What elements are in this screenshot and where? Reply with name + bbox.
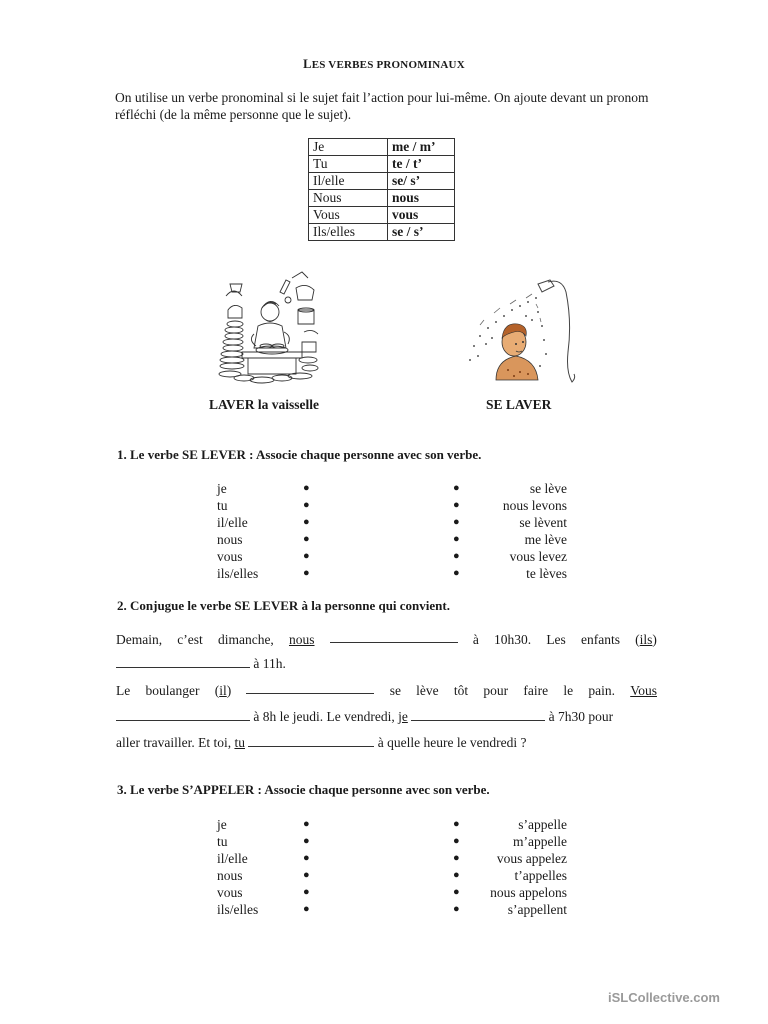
match-row [217,901,567,918]
match-row [217,548,567,565]
bullet-icon[interactable]: ● [453,869,460,881]
person-label: vous [217,549,243,564]
shower-illustration [466,276,576,384]
match-row [217,514,567,531]
bullet-icon[interactable]: ● [303,869,310,881]
table-row [309,224,455,241]
match-row [217,816,567,833]
section3-heading: 3. Le verbe S’APPELER : Associe chaque personne avec son verbe. [117,782,490,797]
bullet-icon[interactable]: ● [453,818,460,830]
table-row [309,173,455,190]
reflexive-cell: se/ s’ [388,173,455,190]
verb-label: s’appelle [518,817,567,832]
person-label: vous [217,885,243,900]
bullet-icon[interactable]: ● [453,516,460,528]
section3-matching [217,816,567,918]
bullet-icon[interactable]: ● [453,499,460,511]
verb-label: te lèves [526,566,567,581]
answer-blank[interactable] [248,732,374,747]
reflexive-cell: nous [388,190,455,207]
person-label: ils/elles [217,566,259,581]
exercise-line: à 11h. [116,652,657,676]
bullet-icon[interactable]: ● [303,567,310,579]
person-label: je [217,817,227,832]
answer-blank[interactable] [330,628,458,643]
bullet-icon[interactable]: ● [303,550,310,562]
bullet-icon[interactable]: ● [303,886,310,898]
reflexive-cell: me / m’ [388,139,455,156]
verb-label: vous appelez [496,851,567,866]
bullet-icon[interactable]: ● [303,835,310,847]
person-label: ils/elles [217,902,259,917]
page-title: LES VERBES PRONOMINAUX [303,57,465,71]
person-cell: Ils/elles [309,224,388,241]
verb-label: vous levez [509,549,567,564]
bullet-icon[interactable]: ● [453,533,460,545]
reflexive-cell: se / s’ [388,224,455,241]
person-cell: Je [309,139,388,156]
person-cell: Tu [309,156,388,173]
person-label: il/elle [217,851,248,866]
verb-label: se lèvent [519,515,567,530]
reflexive-cell: te / t’ [388,156,455,173]
verb-label: t’appelles [514,868,567,883]
person-label: nous [217,868,243,883]
watermark: iSLCollective.com [608,990,720,1005]
table-row [309,156,455,173]
answer-blank[interactable] [116,706,250,721]
match-row [217,531,567,548]
person-cell: Vous [309,207,388,224]
section2-heading: 2. Conjugue le verbe SE LEVER à la personne qui convient. [117,598,450,613]
answer-blank[interactable] [246,679,374,694]
bullet-icon[interactable]: ● [453,852,460,864]
verb-label: m’appelle [513,834,567,849]
person-label: tu [217,498,228,513]
verb-label: nous appelons [490,885,567,900]
section2-exercise [116,628,657,755]
caption-laver: LAVER la vaisselle [209,397,320,412]
person-label: je [217,481,227,496]
exercise-line: Demain, c’est dimanche, nous à 10h30. Les enfants (ils) [116,628,657,652]
verb-label: nous levons [502,498,567,513]
match-row [217,850,567,867]
bullet-icon[interactable]: ● [453,903,460,915]
person-cell: Il/elle [309,173,388,190]
match-row [217,833,567,850]
section1-heading: 1. Le verbe SE LEVER : Associe chaque personne avec son verbe. [117,447,482,462]
caption-se-laver: SE LAVER [486,397,552,412]
person-label: tu [217,834,228,849]
answer-blank[interactable] [411,706,545,721]
bullet-icon[interactable]: ● [303,533,310,545]
verb-label: s’appellent [507,902,567,917]
bullet-icon[interactable]: ● [453,550,460,562]
match-row [217,867,567,884]
person-cell: Nous [309,190,388,207]
bullet-icon[interactable]: ● [453,567,460,579]
verb-label: se lève [529,481,567,496]
person-label: il/elle [217,515,248,530]
table-row [309,207,455,224]
bullet-icon[interactable]: ● [303,818,310,830]
exercise-line: aller travailler. Et toi, tu à quelle heure le vendredi ? [116,731,657,755]
match-row [217,565,567,582]
match-row [217,497,567,514]
answer-blank[interactable] [116,653,250,668]
section1-matching [217,480,567,582]
bullet-icon[interactable]: ● [453,835,460,847]
bullet-icon[interactable]: ● [303,516,310,528]
reflexive-cell: vous [388,207,455,224]
table-row [309,190,455,207]
bullet-icon[interactable]: ● [303,903,310,915]
person-label: nous [217,532,243,547]
intro-text: On utilise un verbe pronominal si le sujet fait l’action pour lui-même. On ajoute devant un pronom réfléchi (de la même personne que le sujet). [115,90,649,122]
match-row [217,480,567,497]
bullet-icon[interactable]: ● [303,499,310,511]
bullet-icon[interactable]: ● [453,482,460,494]
washing-dishes-illustration [218,270,320,386]
exercise-line: à 8h le jeudi. Le vendredi, je à 7h30 pour [116,705,657,729]
table-row [309,139,455,156]
bullet-icon[interactable]: ● [303,852,310,864]
pronoun-table [308,138,455,241]
bullet-icon[interactable]: ● [453,886,460,898]
bullet-icon[interactable]: ● [303,482,310,494]
verb-label: me lève [524,532,567,547]
exercise-line: Le boulanger (il) se lève tôt pour faire le pain. Vous [116,679,657,703]
match-row [217,884,567,901]
